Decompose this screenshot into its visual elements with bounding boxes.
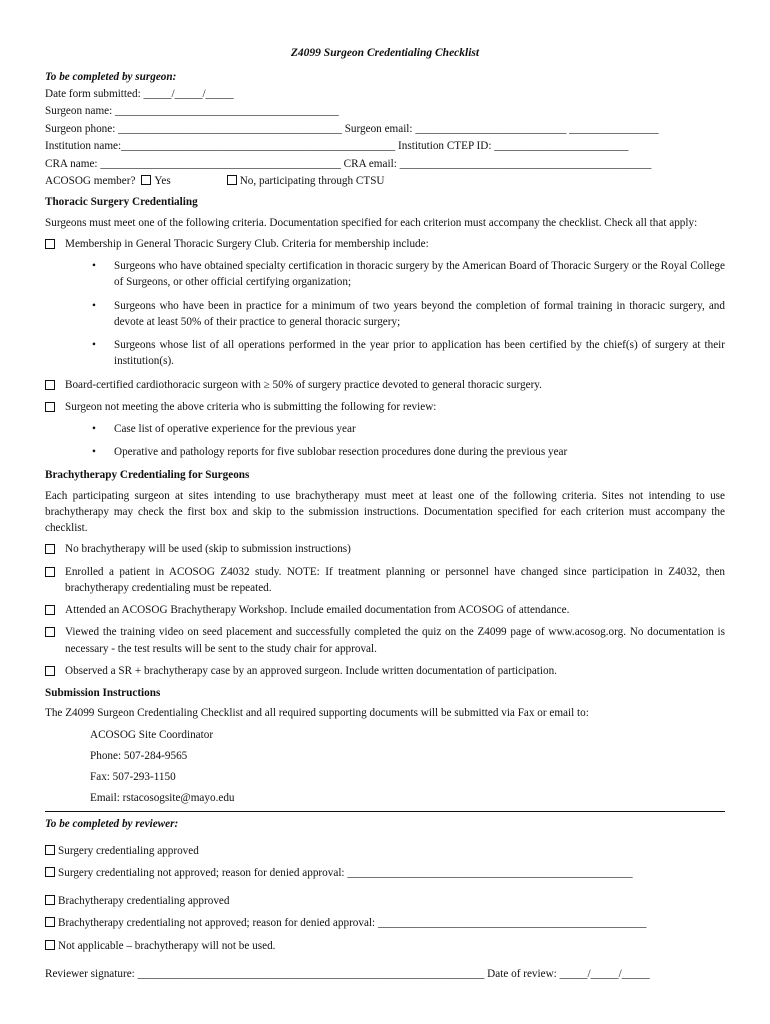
list-item: • Surgeons who have obtained specialty certification in thoracic surgery by the American Board of Thoracic Surgery or the Royal College of Surgeons, or other official certifying organization; (92, 258, 725, 290)
page-title: Z4099 Surgeon Credentialing Checklist (290, 47, 480, 59)
coordinator-name: ACOSOG Site Coordinator (90, 728, 214, 741)
brachy-option (45, 663, 725, 679)
surgeon-email-field[interactable]: Surgeon email: ___________________________ ________________ (344, 122, 659, 135)
reviewer-option-label: Surgery credentialing approved (58, 844, 199, 857)
reviewer-option (45, 938, 725, 954)
surgeon-section-label: To be completed by surgeon: (45, 70, 177, 83)
reviewer-option (45, 893, 725, 909)
institution-row (45, 138, 725, 155)
review-documents-list (45, 421, 725, 460)
membership-checkbox[interactable] (45, 239, 55, 249)
acosog-member-label: ACOSOG member? (45, 175, 136, 188)
coordinator-email: Email: rstacosogsite@mayo.edu (90, 792, 235, 805)
surgeon-contact-row (45, 121, 725, 138)
board-certified-checkbox[interactable] (45, 380, 55, 390)
brachy-option (45, 541, 725, 557)
thoracic-option-board-certified (45, 377, 725, 393)
cra-name-field[interactable]: CRA name: ___________________________________________ (45, 157, 344, 170)
submission-heading: Submission Instructions (45, 687, 161, 700)
reviewer-checkbox[interactable] (45, 895, 55, 905)
reviewer-option (45, 865, 725, 881)
brachy-checkbox[interactable] (45, 567, 55, 577)
thoracic-intro: Surgeons must meet one of the following criteria. Documentation specified for each criterion must accompany the checklist. Check all that apply: (45, 216, 698, 229)
institution-name-field[interactable]: Institution name:_________________________________________________ (45, 140, 399, 153)
board-certified-label: Board-certified cardiothoracic surgeon with ≥ 50% of surgery practice devoted to general thoracic surgery. (65, 378, 542, 391)
brachy-option-label: No brachytherapy will be used (skip to submission instructions) (65, 543, 351, 556)
list-item: • Case list of operative experience for the previous year (92, 421, 725, 437)
yes-checkbox[interactable] (141, 175, 151, 185)
yes-label: Yes (154, 175, 171, 188)
review-checkbox[interactable] (45, 402, 55, 412)
list-item: • Surgeons whose list of all operations performed in the year prior to application has been certified by the chief(s) of surgery at their institution(s). (92, 337, 725, 369)
thoracic-option-membership (45, 236, 725, 252)
brachy-checkbox[interactable] (45, 544, 55, 554)
cra-email-field[interactable]: CRA email: _____________________________________________ (343, 157, 652, 170)
brachy-option (45, 624, 725, 656)
surgeon-name-field[interactable]: Surgeon name: ________________________________________ (45, 105, 339, 118)
thoracic-option-review (45, 399, 725, 415)
no-ctsu-label: No, participating through CTSU (239, 175, 385, 188)
reviewer-option (45, 843, 725, 859)
date-submitted-field[interactable]: Date form submitted: _____/_____/_____ (45, 88, 234, 101)
reviewer-checkbox[interactable] (45, 845, 55, 855)
reviewer-section-label: To be completed by reviewer: (45, 818, 179, 831)
membership-criteria-list (45, 258, 725, 369)
reviewer-option-label[interactable]: Brachytherapy credentialing not approved; reason for denied approval: ________________________________________________ (58, 917, 647, 930)
reviewer-checkbox[interactable] (45, 940, 55, 950)
reviewer-option-label: Brachytherapy credentialing approved (58, 895, 230, 908)
reviewer-signature-row[interactable]: Reviewer signature: ______________________________________________________________ Date of review: _____/_____/_____ (45, 967, 650, 980)
reviewer-checkbox[interactable] (45, 917, 55, 927)
membership-label: Membership in General Thoracic Surgery Club. Criteria for membership include: (65, 237, 429, 250)
section-divider (45, 811, 725, 812)
reviewer-option (45, 915, 725, 931)
list-item: • Operative and pathology reports for five sublobar resection procedures done during the previous year (92, 444, 725, 460)
cra-row (45, 156, 725, 173)
brachy-option-label: Enrolled a patient in ACOSOG Z4032 study. NOTE: If treatment planning or personnel have changed since participation in Z4032, then brachytherapy credentialing must be repeated. (65, 565, 725, 594)
brachy-checkbox[interactable] (45, 605, 55, 615)
list-item: • Surgeons who have been in practice for a minimum of two years beyond the completion of formal training in thoracic surgery, and devote at least 50% of their practice to general thoracic surgery; (92, 298, 725, 330)
brachy-option (45, 602, 725, 618)
reviewer-option-label: Not applicable – brachytherapy will not be used. (58, 939, 276, 952)
institution-ctep-field[interactable]: Institution CTEP ID: ________________________ (398, 140, 629, 153)
brachy-heading: Brachytherapy Credentialing for Surgeons (45, 469, 250, 482)
no-ctsu-checkbox[interactable] (227, 175, 237, 185)
reviewer-option-label[interactable]: Surgery credentialing not approved; reason for denied approval: ___________________________________________________ (58, 866, 633, 879)
surgeon-phone-field[interactable]: Surgeon phone: ________________________________________ (45, 122, 345, 135)
brachy-checkbox[interactable] (45, 627, 55, 637)
brachy-option-label: Viewed the training video on seed placement and successfully completed the quiz on the Z4099 page of www.acosog.org. No documentation is necessary - the test results will be sent to the study chair for approval. (65, 626, 725, 655)
acosog-member-row (45, 173, 725, 190)
brachy-option-label: Observed a SR + brachytherapy case by an approved surgeon. Include written documentation of participation. (65, 664, 557, 677)
brachy-checkbox[interactable] (45, 666, 55, 676)
submission-text: The Z4099 Surgeon Credentialing Checklist and all required supporting documents will be submitted via Fax or email to: (45, 707, 589, 720)
review-label: Surgeon not meeting the above criteria who is submitting the following for review: (65, 400, 437, 413)
thoracic-heading: Thoracic Surgery Credentialing (45, 196, 198, 209)
brachy-option (45, 564, 725, 596)
reviewer-checkbox[interactable] (45, 867, 55, 877)
coordinator-fax: Fax: 507-293-1150 (90, 770, 176, 783)
brachy-intro: Each participating surgeon at sites intending to use brachytherapy must meet at least one of the following criteria. Sites not intending to use brachytherapy may check the first box and skip to the submission instructions. Documentation specified for each criterion must accompany the checklist. (45, 489, 725, 535)
submission-address (45, 727, 725, 807)
coordinator-phone: Phone: 507-284-9565 (90, 749, 188, 762)
brachy-option-label: Attended an ACOSOG Brachytherapy Workshop. Include emailed documentation from ACOSOG of attendance. (65, 604, 570, 617)
